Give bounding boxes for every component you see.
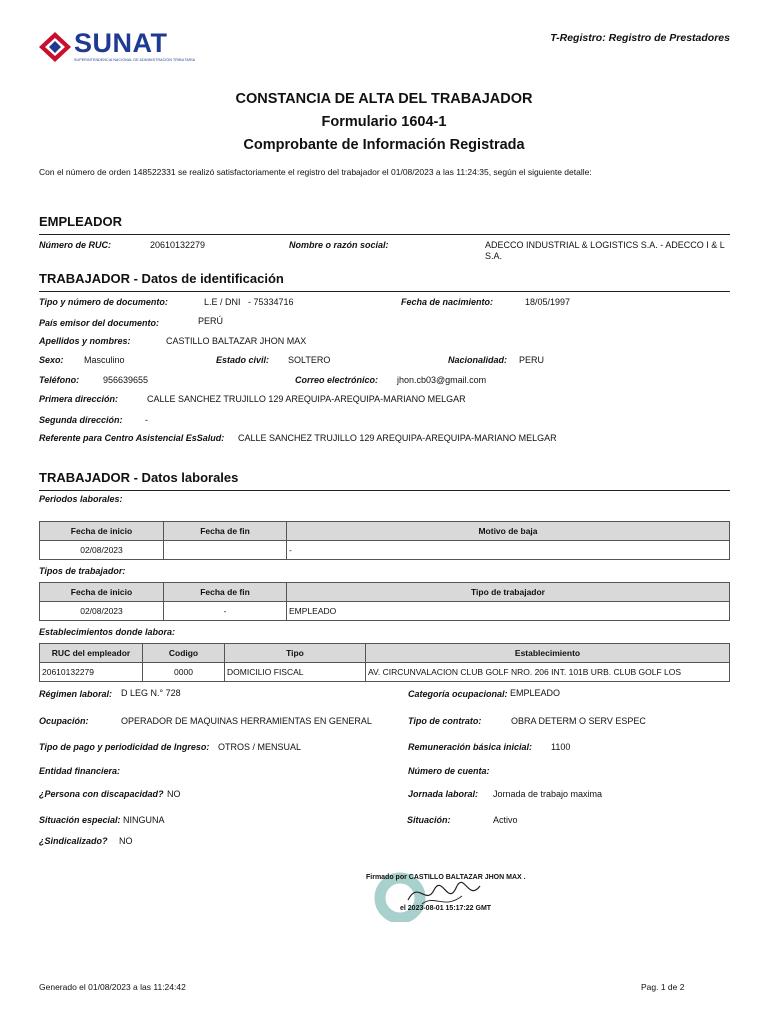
sindicalizado-value: NO <box>119 836 133 846</box>
regimen-value: D LEG N.° 728 <box>121 688 181 698</box>
telefono-value: 956639655 <box>103 375 149 385</box>
logo-text: SUNAT <box>74 28 168 58</box>
tipos-label: Tipos de trabajador: <box>39 566 126 576</box>
entidad-label: Entidad financiera: <box>39 766 121 776</box>
sunat-logo <box>38 28 196 66</box>
contrato-label: Tipo de contrato: <box>408 716 482 726</box>
divider <box>39 234 730 235</box>
razon-label: Nombre o razón social: <box>289 240 389 250</box>
dir1-value: CALLE SANCHEZ TRUJILLO 129 AREQUIPA-AREQUIPA-MARIANO MELGAR <box>147 394 466 404</box>
document-title: CONSTANCIA DE ALTA DEL TRABAJADOR <box>235 91 533 107</box>
situacion-label: Situación: <box>407 815 451 825</box>
form-number: Formulario 1604-1 <box>321 114 447 130</box>
contrato-value: OBRA DETERM O SERV ESPEC <box>511 716 646 726</box>
categoria-label: Categoría ocupacional: <box>408 689 508 699</box>
page-number: Pag. 1 de 2 <box>641 982 685 992</box>
table-cell: 0000 <box>143 663 225 682</box>
section-laborales: TRABAJADOR - Datos laborales <box>39 470 239 485</box>
remuneracion-label: Remuneración básica inicial: <box>408 742 533 752</box>
sunat-emblem-icon <box>38 31 72 63</box>
signed-by: Firmado por CASTILLO BALTAZAR JHON MAX . <box>366 874 526 881</box>
table-cell: DOMICILIO FISCAL <box>225 663 366 682</box>
discapacidad-value: NO <box>167 789 181 799</box>
remuneracion-value: 1100 <box>551 742 571 752</box>
regimen-label: Régimen laboral: <box>39 689 113 699</box>
table-cell: - <box>287 541 730 560</box>
divider <box>39 490 730 491</box>
column-header: Motivo de baja <box>287 522 730 541</box>
signed-on: el 2023-08-01 15:17:22 GMT <box>400 905 492 912</box>
estab-label: Establecimientos donde labora: <box>39 627 176 637</box>
table-row <box>40 541 730 560</box>
ruc-label: Número de RUC: <box>39 240 112 250</box>
correo-value: jhon.cb03@gmail.com <box>397 375 487 385</box>
dir2-value: - <box>145 415 148 425</box>
situacion-esp-value: NINGUNA <box>123 815 165 825</box>
cuenta-label: Número de cuenta: <box>408 766 490 776</box>
periodos-label: Periodos laborales: <box>39 494 123 504</box>
table-cell: - <box>164 602 287 621</box>
section-empleador: EMPLEADOR <box>39 214 123 229</box>
logo-subtext: SUPERINTENDENCIA NACIONAL DE ADMINISTRACIÓN TRIBUTARIA <box>74 58 196 62</box>
sindicalizado-label: ¿Sindicalizado? <box>39 836 108 846</box>
fecha-nac-label: Fecha de nacimiento: <box>401 297 494 307</box>
column-header: Fecha de inicio <box>40 522 164 541</box>
situacion-esp-label: Situación especial: <box>39 815 121 825</box>
categoria-value: EMPLEADO <box>510 688 561 698</box>
table-cell: EMPLEADO <box>287 602 730 621</box>
tipos-table <box>39 582 730 621</box>
generated-timestamp: Generado el 01/08/2023 a las 11:24:42 <box>39 982 186 992</box>
estado-civil-label: Estado civil: <box>216 355 270 365</box>
column-header: Establecimiento <box>366 644 730 663</box>
table-row <box>40 602 730 621</box>
table-header-row <box>40 522 730 541</box>
table-row <box>40 663 730 682</box>
table-header-row <box>40 583 730 602</box>
column-header: Fecha de inicio <box>40 583 164 602</box>
nacionalidad-label: Nacionalidad: <box>448 355 508 365</box>
tipo-doc-value: L.E / DNI - 75334716 <box>204 297 294 307</box>
table-cell <box>164 541 287 560</box>
table-cell: 02/08/2023 <box>40 602 164 621</box>
dir1-label: Primera dirección: <box>39 394 119 404</box>
dir2-label: Segunda dirección: <box>39 415 123 425</box>
column-header: Fecha de fin <box>164 522 287 541</box>
ruc-value: 20610132279 <box>150 240 206 250</box>
pais-value: PERÚ <box>198 316 224 326</box>
table-cell: 20610132279 <box>40 663 143 682</box>
referente-label: Referente para Centro Asistencial EsSalud: <box>39 433 225 443</box>
intro-text: Con el número de orden 148522331 se realizó satisfactoriamente el registro del trabajador el 01/08/2023 a las 11:24:35, según el siguiente detalle: <box>39 167 592 177</box>
sexo-label: Sexo: <box>39 355 64 365</box>
table-cell: AV. CIRCUNVALACION CLUB GOLF NRO. 206 INT. 101B URB. CLUB GOLF LOS <box>366 663 730 682</box>
system-title: T-Registro: Registro de Prestadores <box>550 32 730 44</box>
table-cell: 02/08/2023 <box>40 541 164 560</box>
tipo-doc-label: Tipo y número de documento: <box>39 297 168 307</box>
document-subtitle: Comprobante de Información Registrada <box>243 137 525 153</box>
referente-value: CALLE SANCHEZ TRUJILLO 129 AREQUIPA-AREQUIPA-MARIANO MELGAR <box>238 433 557 443</box>
ocupacion-label: Ocupación: <box>39 716 89 726</box>
pago-label: Tipo de pago y periodicidad de Ingreso: <box>39 742 210 752</box>
column-header: Codigo <box>143 644 225 663</box>
nombres-label: Apellidos y nombres: <box>39 336 131 346</box>
pago-value: OTROS / MENSUAL <box>218 742 302 752</box>
fecha-nac-value: 18/05/1997 <box>525 297 571 307</box>
razon-value: ADECCO INDUSTRIAL & LOGISTICS S.A. - ADECCO I & L S.A. <box>485 240 725 261</box>
table-header-row <box>40 644 730 663</box>
periodos-table <box>39 521 730 560</box>
nacionalidad-value: PERU <box>519 355 545 365</box>
establecimientos-table <box>39 643 730 682</box>
jornada-value: Jornada de trabajo maxima <box>493 789 603 799</box>
telefono-label: Teléfono: <box>39 375 80 385</box>
pais-label: País emisor del documento: <box>39 318 160 328</box>
discapacidad-label: ¿Persona con discapacidad? <box>39 789 164 799</box>
column-header: Fecha de fin <box>164 583 287 602</box>
situacion-value: Activo <box>493 815 518 825</box>
column-header: RUC del empleador <box>40 644 143 663</box>
section-identificacion: TRABAJADOR - Datos de identificación <box>39 271 284 286</box>
sexo-value: Masculino <box>84 355 125 365</box>
estado-civil-value: SOLTERO <box>288 355 331 365</box>
ocupacion-value: OPERADOR DE MAQUINAS HERRAMIENTAS EN GENERAL <box>121 716 372 726</box>
nombres-value: CASTILLO BALTAZAR JHON MAX <box>166 336 307 346</box>
column-header: Tipo de trabajador <box>287 583 730 602</box>
correo-label: Correo electrónico: <box>295 375 379 385</box>
jornada-label: Jornada laboral: <box>408 789 479 799</box>
column-header: Tipo <box>225 644 366 663</box>
signature-block <box>366 868 566 928</box>
divider <box>39 291 730 292</box>
